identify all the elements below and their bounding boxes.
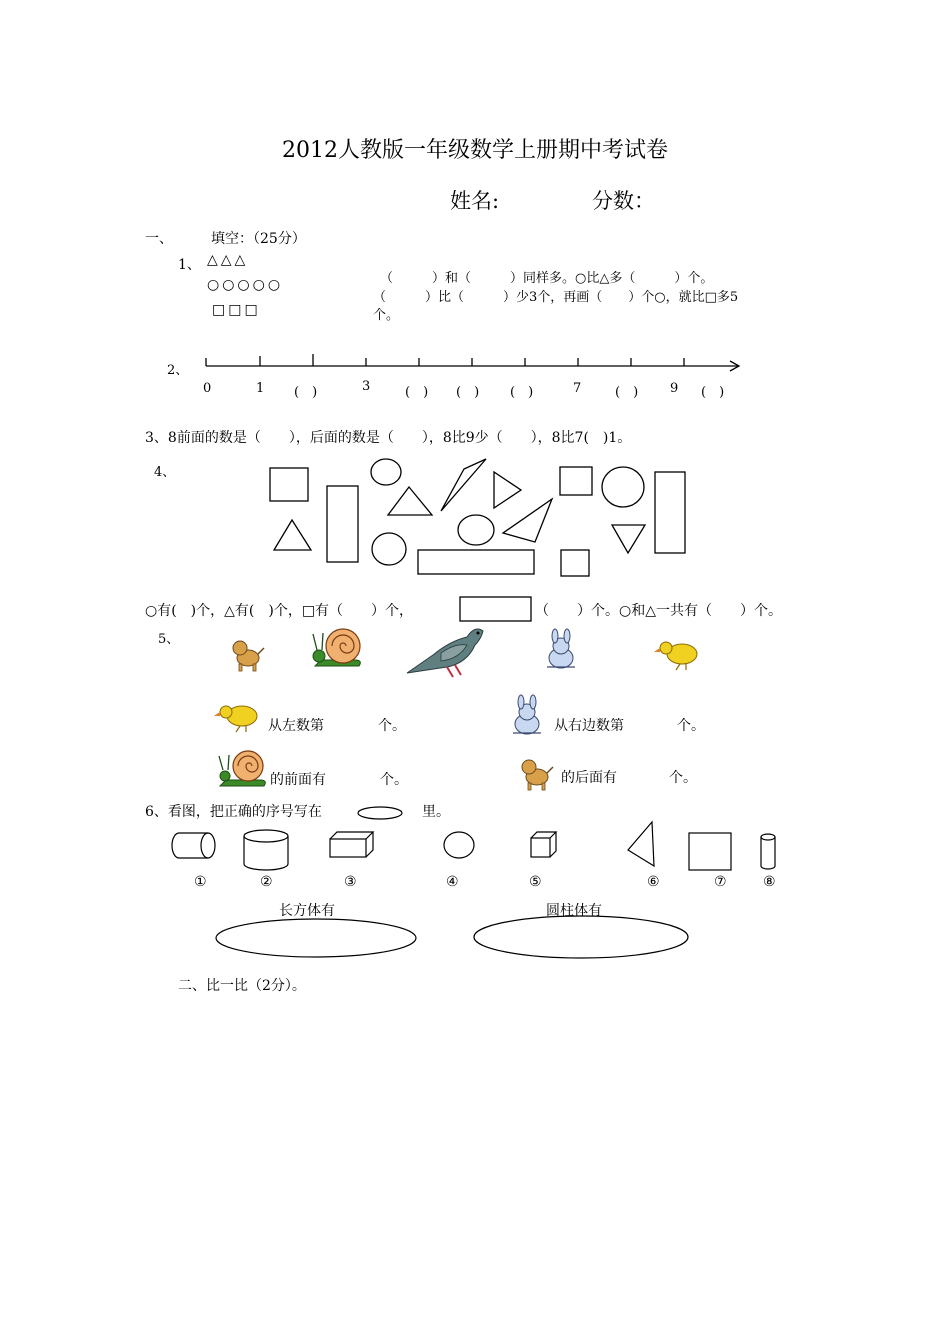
cylinder-shape [761,834,775,869]
tick-label: 3 [362,379,371,394]
q1-circles: ○○○○○ [207,277,284,293]
cuboid-shape [330,832,373,857]
score-label: 分数： [592,189,655,213]
shape-number: ⑦ [714,874,727,890]
shape-number: ⑥ [647,874,660,890]
chick-icon [214,706,257,732]
q6-prompt: 6、看图，把正确的序号写在 [145,804,322,820]
circle-shape [444,832,474,858]
chick-question: 从左数第 [268,718,324,734]
triangle-shape [628,822,654,866]
q1-number: 1、 [178,257,201,273]
q1-triangles: △△△ [207,252,249,268]
chick-unit: 个。 [378,718,406,734]
page-title: 2012人教版一年级数学上册期中考试卷 [282,138,668,163]
dog-icon [522,760,553,790]
name-label: 姓名: [450,189,500,213]
shape-number: ③ [344,874,357,890]
shape-number: ⑤ [529,874,542,890]
shape-number: ① [194,874,207,890]
cylinder-shape [244,830,288,870]
snail-question: 的前面有 [270,772,326,788]
q4-number: 4、 [154,465,176,480]
dog-question: 的后面有 [561,770,617,786]
chick-icon [654,642,697,670]
tick-label: 9 [670,381,679,396]
square-shape [689,833,731,870]
tick-label: ( ) [294,385,318,400]
tick-label: ( ) [510,385,534,400]
dog-unit: 个。 [669,770,697,786]
rabbit-unit: 个。 [677,718,705,734]
tick-label: 0 [203,381,212,396]
snail-unit: 个。 [380,772,408,788]
pigeon-icon [407,629,483,677]
shape-number: ② [260,874,273,890]
dog-icon [233,641,264,671]
q3-text: 3、8前面的数是（ ），后面的数是（ ），8比9少（ ），8比7( )1。 [145,430,632,446]
q4-answer-a: ○有( )个，△有( )个，□有（ ）个， [145,603,414,619]
tick-label: 1 [256,381,265,396]
rabbit-icon [547,629,575,668]
q1-line3: 个。 [373,308,400,323]
cylinder-label: 圆柱体有 [546,903,602,919]
q1-line1: （ ）和（ ）同样多。○比△多（ ）个。 [380,271,714,286]
section1-number: 一、 [145,231,173,247]
cuboid-label: 长方体有 [279,903,335,919]
section2-header: 二、比一比（2分）。 [178,978,306,994]
q5-number: 5、 [158,632,180,647]
tick-label: ( ) [456,385,480,400]
cube-shape [531,832,556,857]
q6-prompt-end: 里。 [422,804,450,820]
tick-label: ( ) [701,385,725,400]
section1-label: 填空：（25分） [211,231,306,247]
tick-label: ( ) [405,385,429,400]
q4-answer-b: （ ）个。○和△一共有（ ）个。 [535,603,782,619]
shape-number: ④ [446,874,459,890]
snail-icon [219,751,265,786]
shape-number: ⑧ [763,874,776,890]
tick-label: ( ) [615,385,639,400]
rabbit-question: 从右边数第 [554,718,624,734]
tick-label: 7 [573,381,582,396]
rabbit-icon [513,695,541,734]
q2-number: 2、 [167,363,189,378]
q1-line2: （ ）比（ ）少3个，再画（ ）个○，就比□多5 [373,290,739,305]
snail-icon [313,629,360,666]
cylinder-shape [172,833,215,858]
q1-squares: □□□ [212,302,261,318]
